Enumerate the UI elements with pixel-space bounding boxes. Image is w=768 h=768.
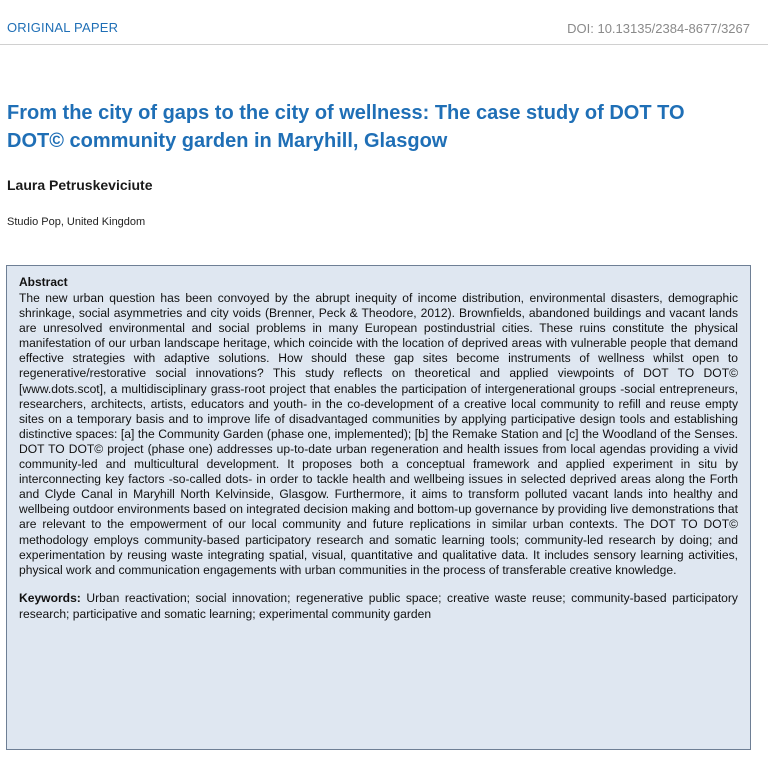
article-title: From the city of gaps to the city of wellness: The case study of DOT TO DOT© community garden in Maryhill, Glasgow — [7, 102, 685, 152]
keywords-label: Keywords: — [19, 590, 81, 605]
page-header — [0, 0, 768, 45]
keywords-text: Urban reactivation; social innovation; regenerative public space; creative waste reuse; community-based participatory research; participative and somatic learning; experimental community garden — [19, 590, 738, 621]
author-name: Laura Petruskeviciute — [7, 177, 153, 193]
author-affiliation: Studio Pop, United Kingdom — [7, 216, 146, 228]
abstract-box — [6, 265, 751, 750]
section-label: ORIGINAL PAPER — [7, 20, 119, 35]
doi-link[interactable]: DOI: 10.13135/2384-8677/3267 — [567, 21, 750, 36]
keywords — [19, 590, 738, 622]
abstract-heading: Abstract — [19, 275, 68, 289]
abstract-text: The new urban question has been convoyed by the abrupt inequity of income distribution, environmental disasters, demographic shrinkage, social asymmetries and city voids (Brenner, Peck & Theodore, 2012). Brownfields, abandoned buildings and vacant lands are unresolved environmental and social problems in many European postindustrial cities. These ruins constitute the physical manifestation of our urban landscape heritage, which coincide with the location of deprived areas with vulnerable people that demand effective strategies with adaptive solutions. How should these gap sites become instruments of wellness whilst open to regenerative/restorative social innovations? This study reflects on theoretical and applied viewpoints of DOT TO DOT© [www.dots.scot], a multidisciplinary grass-root project that enables the participation of intergenerational groups -social entrepreneurs, researchers, architects, artists, educators and youth- in the co-development of a creative local community to refill and reuse empty sites on a temporary basis and to improve life of disadvantaged communities by applying participative design tools and establishing distinctive spaces: [a] the Community Garden (phase one, implemented); [b] the Remake Station and [c] the Woodland of the Senses. DOT TO DOT© project (phase one) addresses up-to-date urban regeneration and health issues from local agendas providing a vivid community-led and multicultural development. It proposes both a conceptual framework and applied experiment in situ by interconnecting key factors -so-called dots- in order to tackle health and wellbeing issues in selected deprived areas along the Forth and Clyde Canal in Maryhill North Kelvinside, Glasgow. Furthermore, it aims to transform polluted vacant lands into healthy and wellbeing outdoor environments based on integrated decision making and bottom-up governance by providing live demonstrations that are relevant to the empowerment of our local community and future replications in similar urban contexts. The DOT TO DOT© methodology employs community-based participatory research and somatic learning tools; community-led research by doing; and experimentation by reusing waste integrating spatial, visual, quantitative and qualitative data. It includes sensory learning activities, physical work and communication engagements with urban communities in the process of transferable creative knowledge. — [19, 291, 738, 577]
